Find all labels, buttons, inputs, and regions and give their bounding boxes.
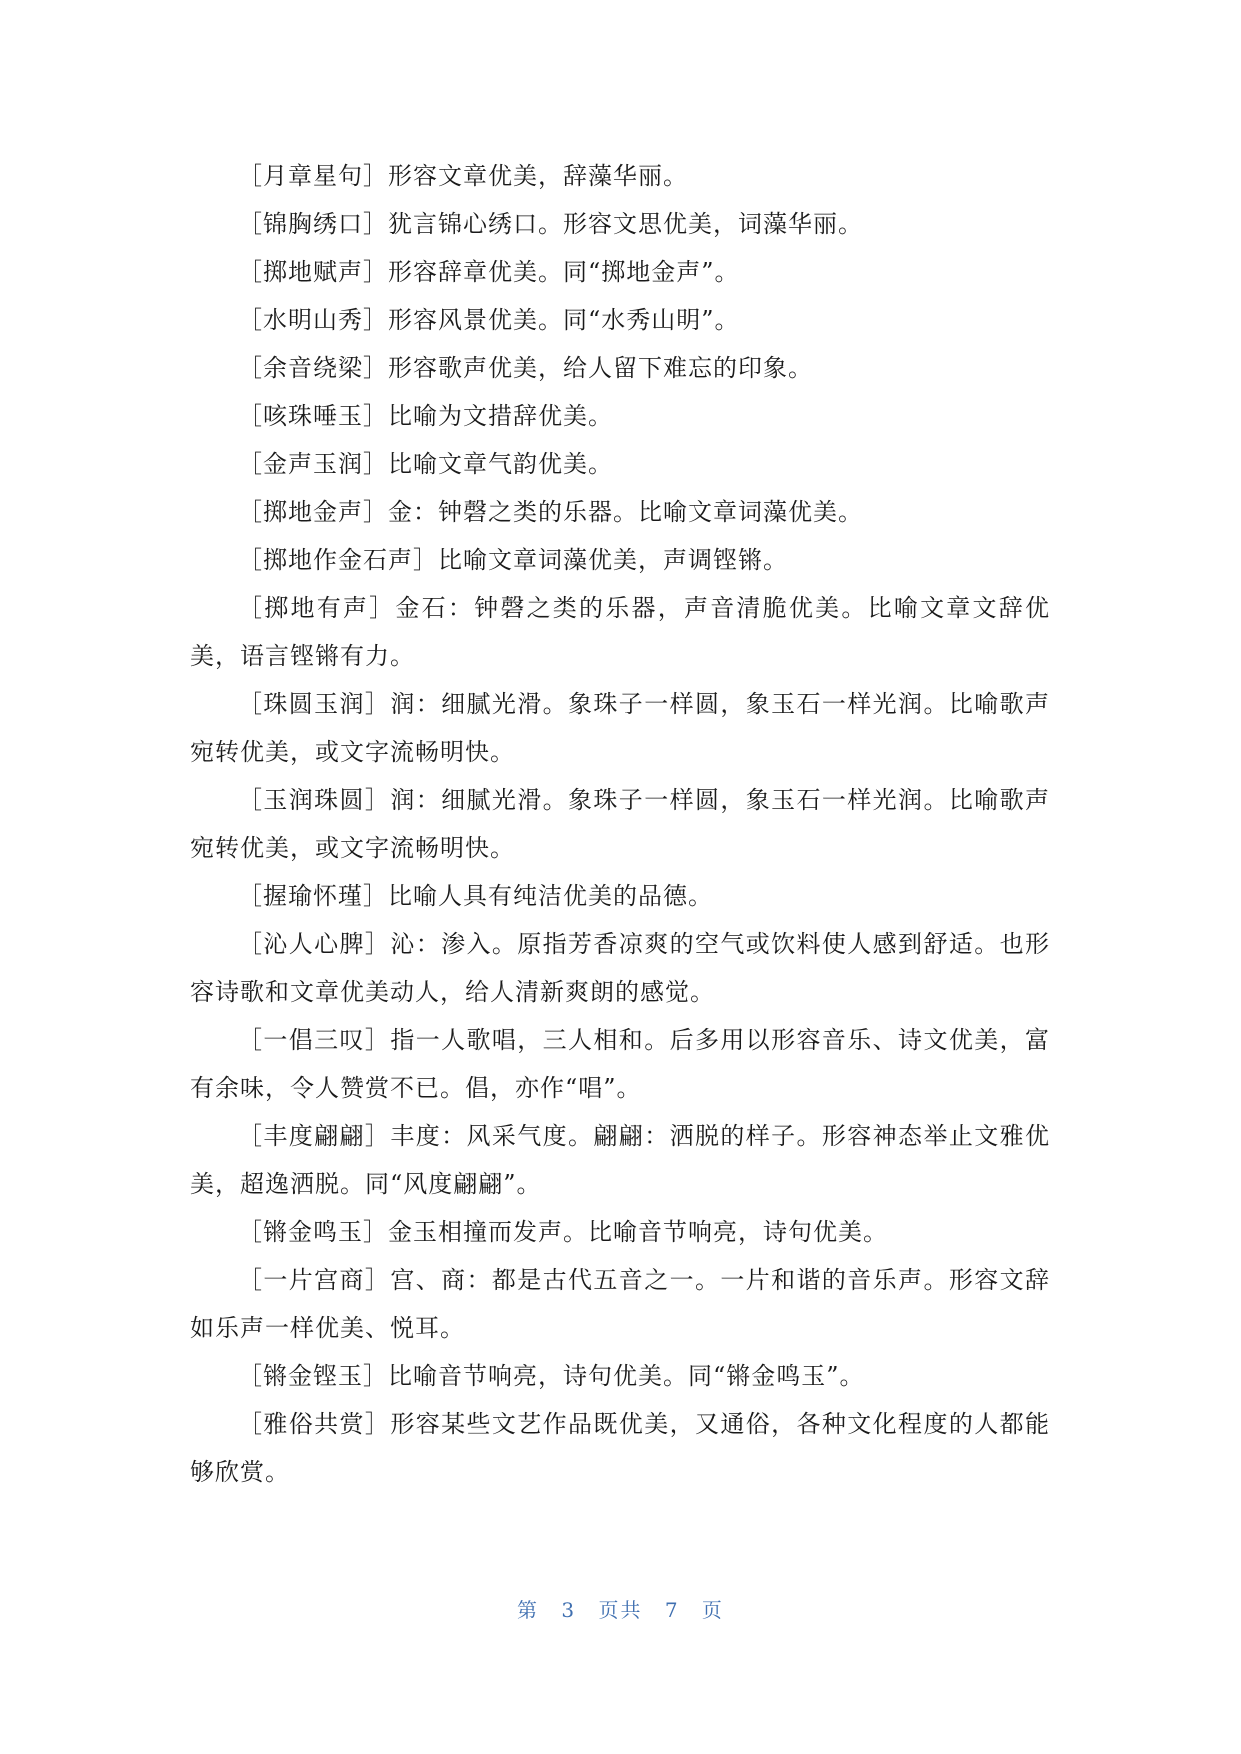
idiom-entry: ［月章星句］形容文章优美，辞藻华丽。 <box>238 162 688 190</box>
idiom-entry: ［沁人心脾］沁：渗入。原指芳香凉爽的空气或饮料使人感到舒适。也形容诗歌和文章优美动人，给人清新爽朗的感觉。 <box>190 930 1050 1006</box>
idiom-entry: ［咳珠唾玉］比喻为文措辞优美。 <box>238 402 613 430</box>
idiom-entry: ［锦胸绣口］犹言锦心绣口。形容文思优美，词藻华丽。 <box>238 210 863 238</box>
idiom-entry: ［掷地作金石声］比喻文章词藻优美，声调铿锵。 <box>238 546 788 574</box>
idiom-entry: ［珠圆玉润］润：细腻光滑。象珠子一样圆，象玉石一样光润。比喻歌声宛转优美，或文字流畅明快。 <box>190 690 1050 766</box>
idiom-entry: ［握瑜怀瑾］比喻人具有纯洁优美的品德。 <box>238 882 713 910</box>
idiom-entry: ［锵金铿玉］比喻音节响亮，诗句优美。同“锵金鸣玉”。 <box>238 1362 865 1390</box>
idiom-entry: ［锵金鸣玉］金玉相撞而发声。比喻音节响亮，诗句优美。 <box>238 1218 888 1246</box>
idiom-entry: ［丰度翩翩］丰度：风采气度。翩翩：洒脱的样子。形容神态举止文雅优美，超逸洒脱。同“风度翩翩”。 <box>190 1122 1050 1198</box>
idiom-entry: ［余音绕梁］形容歌声优美，给人留下难忘的印象。 <box>238 354 813 382</box>
idiom-entry: ［掷地赋声］形容辞章优美。同“掷地金声”。 <box>238 258 740 286</box>
idiom-entry: ［掷地有声］金石：钟磬之类的乐器，声音清脆优美。比喻文章文辞优美，语言铿锵有力。 <box>190 594 1050 670</box>
idiom-entry: ［一倡三叹］指一人歌唱，三人相和。后多用以形容音乐、诗文优美，富有余味，令人赞赏不已。倡，亦作“唱”。 <box>190 1026 1050 1102</box>
idiom-entry: ［掷地金声］金：钟磬之类的乐器。比喻文章词藻优美。 <box>238 498 863 526</box>
idiom-entry: ［金声玉润］比喻文章气韵优美。 <box>238 450 613 478</box>
idiom-entry: ［一片宫商］宫、商：都是古代五音之一。一片和谐的音乐声。形容文辞如乐声一样优美、悦耳。 <box>190 1266 1050 1342</box>
page-number-footer: 第 3 页共 7 页 <box>517 1598 724 1622</box>
idiom-entry: ［玉润珠圆］润：细腻光滑。象珠子一样圆，象玉石一样光润。比喻歌声宛转优美，或文字流畅明快。 <box>190 786 1050 862</box>
document-body <box>190 152 1050 1496</box>
idiom-entry: ［水明山秀］形容风景优美。同“水秀山明”。 <box>238 306 740 334</box>
idiom-entry: ［雅俗共赏］形容某些文艺作品既优美，又通俗，各种文化程度的人都能够欣赏。 <box>190 1410 1050 1486</box>
